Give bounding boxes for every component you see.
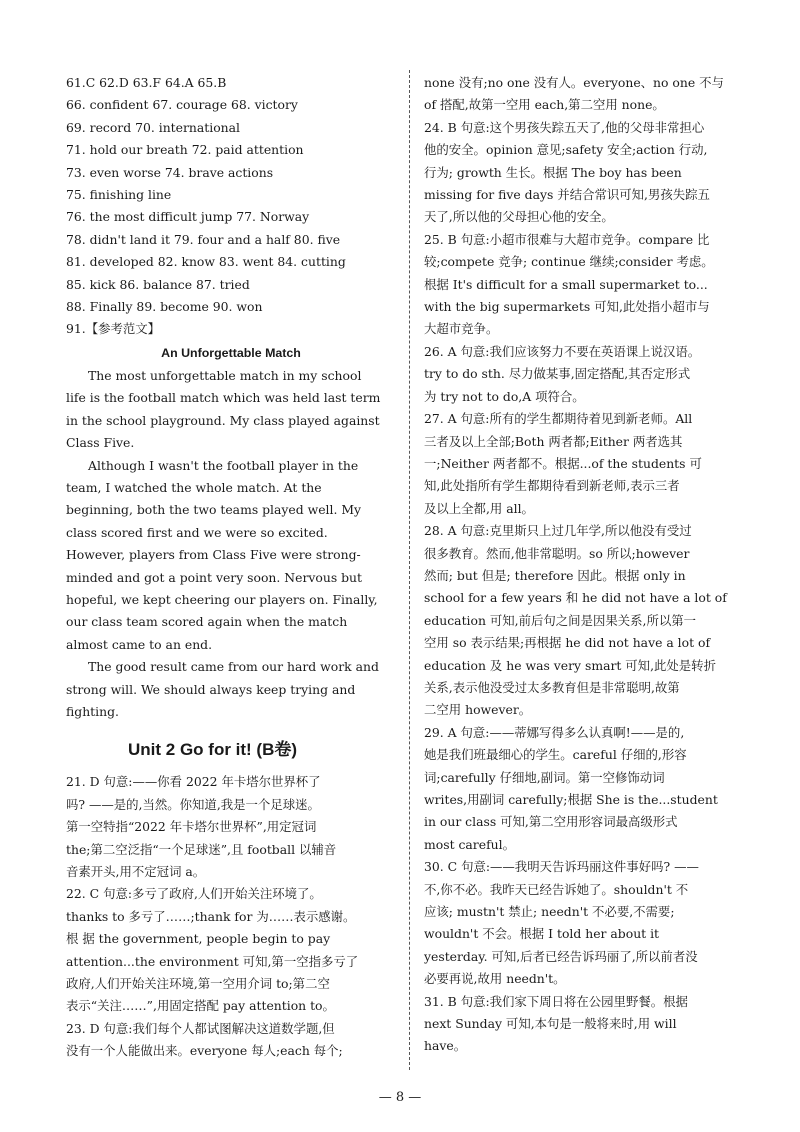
explanation-line: 三者及以上全部;Both 两者都;Either 两者选其 — [424, 433, 683, 449]
explanation-line: the;第二空泛指“一个足球迷”,且 football 以辅音 — [66, 841, 337, 857]
explanation-line: 政府,人们开始关注环境,第一空用介词 to;第二空 — [66, 976, 330, 992]
explanation-line: none 没有;no one 没有人。everyone、no one 不与 — [424, 75, 724, 90]
explanation-line: 根 据 the government, people begin to pay — [66, 931, 331, 947]
explanation-line: 一;Neither 两者都不。根据...of the students 可 — [424, 455, 702, 471]
left-column — [66, 72, 396, 1063]
explanation-line: in our class 可知,第二空用形容词最高级形式 — [424, 814, 678, 830]
explanation-line: 音素开头,用不定冠词 a。 — [66, 864, 206, 879]
essay-line: Although I wasn't the football player in the — [88, 457, 359, 473]
essay-title: An Unforgettable Match — [161, 345, 301, 360]
explanation-line: 29. A 句意:——蒂娜写得多么认真啊!——是的, — [424, 724, 685, 740]
answer-line: 78. didn't land it 79. four and a half 80. five — [66, 231, 341, 247]
explanation-line: 25. B 句意:小超市很难与大超市竞争。compare 比 — [424, 231, 710, 247]
essay-paragraph — [66, 365, 396, 455]
unit-title: Unit 2 Go for it! (B卷) — [128, 740, 298, 760]
answer-line: 85. kick 86. balance 87. tried — [66, 276, 250, 292]
question-explanation — [424, 991, 744, 1058]
essay-line: hopeful, we kept cheering our players on. Finally, — [66, 591, 378, 607]
explanation-line: 26. A 句意:我们应该努力不要在英语课上说汉语。 — [424, 343, 701, 359]
explanation-line: education 及 he was very smart 可知,此处是转折 — [424, 657, 716, 673]
explanation-line: 及以上全都,用 all。 — [424, 500, 534, 516]
answer-line: 75. finishing line — [66, 187, 172, 203]
answer-line: 66. confident 67. courage 68. victory — [66, 97, 298, 113]
answer-line: 76. the most difficult jump 77. Norway — [66, 209, 310, 225]
explanation-line: 天了,所以他的父母担心他的安全。 — [424, 209, 614, 225]
explanation-line: 词;carefully 仔细地,副词。第一空修饰动词 — [424, 769, 665, 785]
question-explanation — [424, 72, 744, 117]
explanation-line: 根据 It's difficult for a small supermarket to... — [424, 276, 708, 292]
question-explanation — [66, 883, 396, 1017]
essay-paragraph — [66, 455, 396, 657]
question-explanation — [424, 520, 744, 722]
explanation-line: 28. A 句意:克里斯只上过几年学,所以他没有受过 — [424, 523, 692, 539]
essay-line: our class team scored again when the match — [66, 614, 348, 630]
explanation-line: education 可知,前后句之间是因果关系,所以第一 — [424, 612, 697, 628]
answer-line: 61.C 62.D 63.F 64.A 65.B — [66, 75, 227, 90]
essay-label: 91.【参考范文】 — [66, 321, 161, 337]
page-number: — 8 — — [378, 1090, 422, 1105]
explanation-line: 行为; growth 生长。根据 The boy has been — [424, 164, 682, 180]
right-column — [424, 72, 744, 1058]
explanation-line: most careful。 — [424, 836, 515, 852]
explanation-line: have。 — [424, 1038, 467, 1054]
question-explanation — [424, 856, 744, 990]
essay-line: strong will. We should always keep trying and — [66, 681, 356, 697]
question-explanation — [424, 722, 744, 856]
explanation-line: 大超市竞争。 — [424, 321, 499, 337]
essay-line: almost came to an end. — [66, 636, 213, 652]
essay-line: However, players from Class Five were strong- — [66, 547, 361, 563]
answer-line: 88. Finally 89. become 90. won — [66, 299, 263, 315]
answer-line: 81. developed 82. know 83. went 84. cutting — [66, 254, 346, 270]
column-divider — [409, 70, 410, 1070]
explanation-line: with the big supermarkets 可知,此处指小超市与 — [424, 299, 710, 315]
explanation-line: thanks to 多亏了……;thank for 为……表示感谢。 — [66, 908, 356, 924]
explanation-line: 没有一个人能做出来。everyone 每人;each 每个; — [66, 1043, 343, 1059]
explanation-line: 然而; but 但是; therefore 因此。根据 only in — [424, 567, 686, 583]
question-explanation — [424, 117, 744, 229]
explanation-line: 31. B 句意:我们家下周日将在公园里野餐。根据 — [424, 993, 688, 1009]
explanation-line: 空用 so 表示结果;再根据 he did not have a lot of — [424, 635, 711, 651]
explanation-line: school for a few years 和 he did not have a lot of — [424, 590, 727, 606]
explanation-line: try to do sth. 尽力做某事,固定搭配,其否定形式 — [424, 366, 691, 382]
explanation-line: of 搭配,故第一空用 each,第二空用 none。 — [424, 97, 665, 113]
essay-line: minded and got a point very soon. Nervous but — [66, 569, 363, 585]
answer-line: 69. record 70. international — [66, 119, 241, 135]
essay-line: The most unforgettable match in my school — [88, 367, 362, 383]
essay-line: Class Five. — [66, 435, 135, 451]
essay-line: life is the football match which was held last term — [66, 390, 381, 406]
explanation-line: 21. D 句意:——你看 2022 年卡塔尔世界杯了 — [66, 774, 321, 790]
question-explanation — [66, 1018, 396, 1063]
explanation-line: 应该; mustn't 禁止; needn't 不必要,不需要; — [424, 904, 675, 920]
explanation-line: 22. C 句意:多亏了政府,人们开始关注环境了。 — [66, 886, 322, 902]
explanation-line: 表示“关注……”,用固定搭配 pay attention to。 — [66, 998, 335, 1014]
answer-line: 71. hold our breath 72. paid attention — [66, 142, 304, 158]
essay-line: class scored first and we were so excited. — [66, 524, 328, 540]
explanation-line: wouldn't 不会。根据 I told her about it — [424, 926, 660, 942]
explanation-line: 30. C 句意:——我明天告诉玛丽这件事好吗? —— — [424, 859, 699, 875]
explanation-line: attention...the environment 可知,第一空指多亏了 — [66, 953, 359, 969]
explanation-line: writes,用副词 carefully;根据 She is the...student — [424, 792, 718, 807]
essay-line: in the school playground. My class played against — [66, 412, 380, 428]
explanation-line: 她是我们班最细心的学生。careful 仔细的,形容 — [424, 747, 687, 763]
explanation-line: 关系,表示他没受过太多教育但是非常聪明,故第 — [424, 679, 680, 695]
essay-line: team, I watched the whole match. At the — [66, 479, 322, 495]
explanation-line: missing for five days 并结合常识可知,男孩失踪五 — [424, 187, 710, 203]
explanation-line: 24. B 句意:这个男孩失踪五天了,他的父母非常担心 — [424, 119, 705, 135]
explanation-line: 较;compete 竞争; continue 继续;consider 考虑。 — [424, 254, 714, 270]
question-explanation — [424, 408, 744, 520]
essay-line: The good result came from our hard work and — [88, 659, 379, 675]
question-explanation — [66, 771, 396, 883]
explanation-line: 27. A 句意:所有的学生都期待着见到新老师。All — [424, 411, 693, 427]
explanation-line: 他的安全。opinion 意见;safety 安全;action 行动, — [424, 142, 708, 158]
essay-line: fighting. — [66, 703, 119, 719]
explanation-line: 23. D 句意:我们每个人都试图解决这道数学题,但 — [66, 1020, 335, 1036]
explanation-line: 吗? ——是的,当然。你知道,我是一个足球迷。 — [66, 796, 320, 812]
question-explanation — [424, 229, 744, 341]
explanation-line: 很多教育。然而,他非常聪明。so 所以;however — [424, 545, 690, 561]
question-explanation — [424, 341, 744, 408]
explanation-line: 为 try not to do,A 项符合。 — [424, 388, 585, 404]
essay-line: beginning, both the two teams played well. My — [66, 502, 362, 518]
explanation-line: 第一空特指“2022 年卡塔尔世界杯”,用定冠词 — [66, 819, 317, 835]
explanation-line: 必要再说,故用 needn't。 — [424, 971, 566, 987]
explanation-line: 不,你不必。我昨天已经告诉她了。shouldn't 不 — [424, 881, 689, 897]
essay-paragraph — [66, 656, 396, 723]
explanation-line: yesterday. 可知,后者已经告诉玛丽了,所以前者没 — [424, 948, 698, 964]
explanation-line: next Sunday 可知,本句是一般将来时,用 will — [424, 1016, 677, 1032]
explanation-line: 二空用 however。 — [424, 702, 532, 718]
explanation-line: 知,此处指所有学生都期待看到新老师,表示三者 — [424, 478, 680, 494]
answer-list — [66, 72, 396, 318]
answer-line: 73. even worse 74. brave actions — [66, 164, 274, 180]
